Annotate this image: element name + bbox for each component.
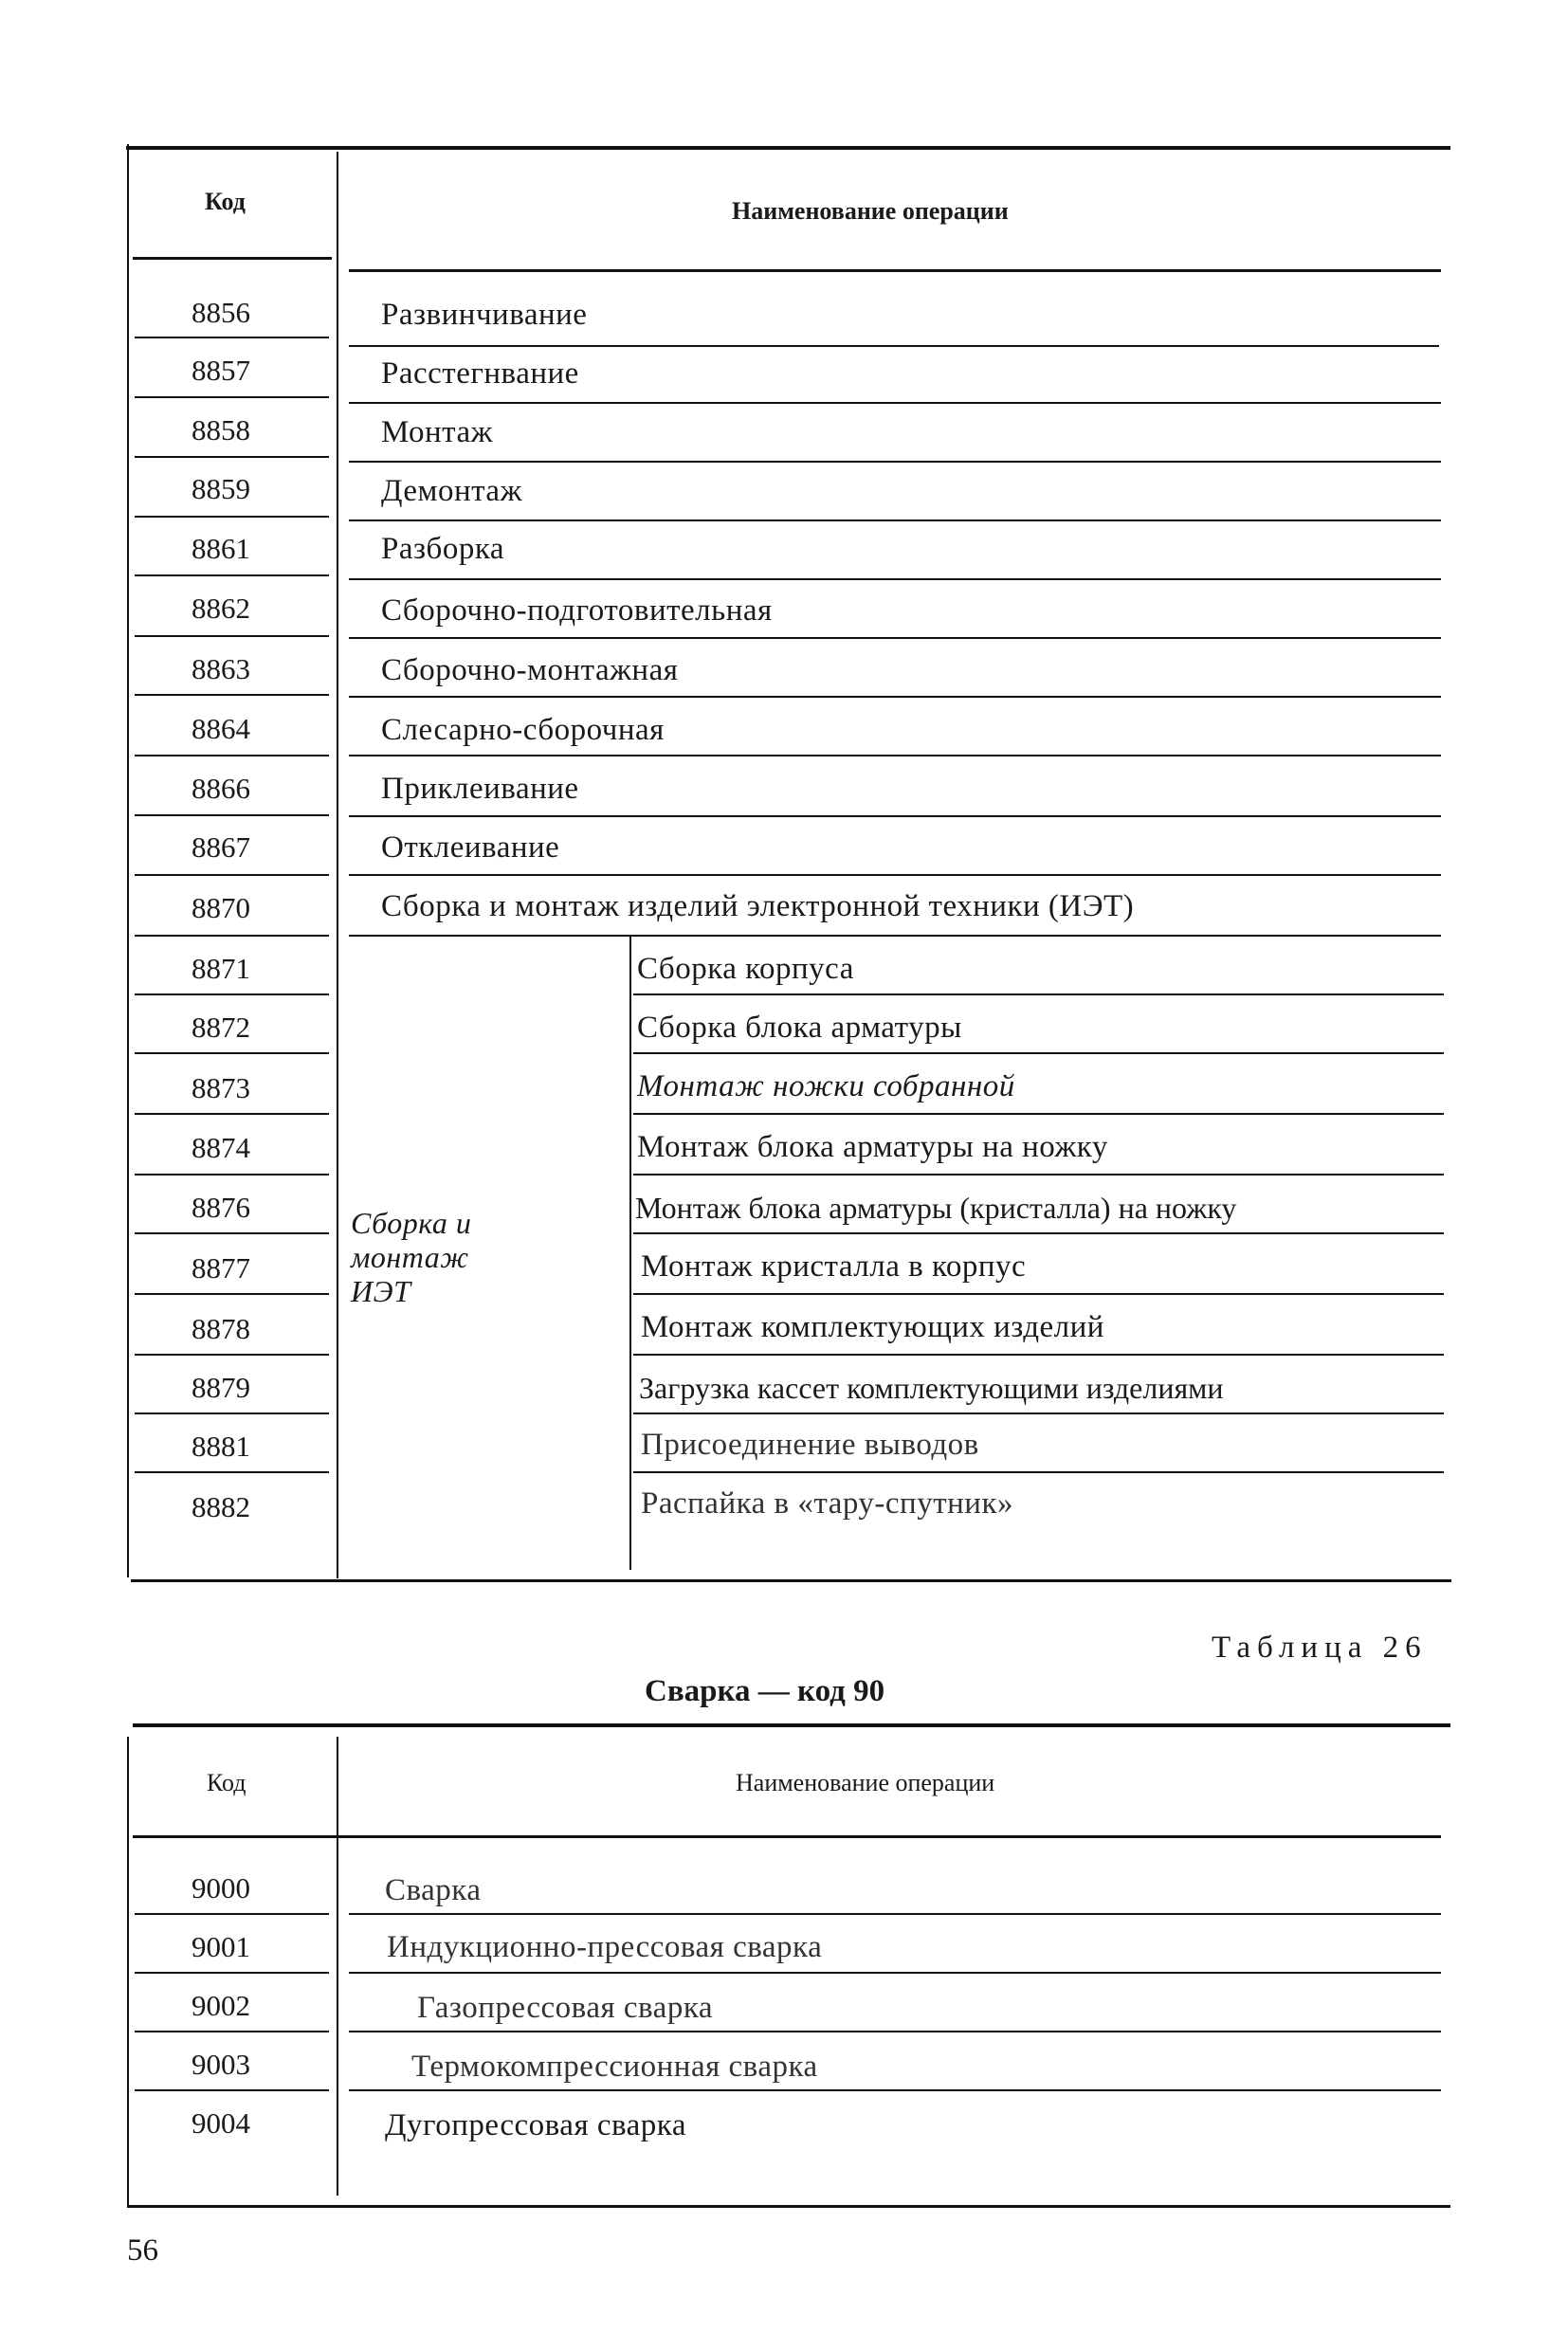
- operation-name: Распайка в «тару-спутник»: [641, 1486, 1013, 1521]
- row-divider: [135, 635, 329, 637]
- operation-name: Демонтаж: [381, 474, 522, 508]
- row-divider: [135, 574, 329, 576]
- code-cell: 9000: [191, 1871, 250, 1904]
- code-cell: 8882: [191, 1490, 250, 1523]
- code-cell: 8873: [191, 1071, 250, 1104]
- row-divider: [349, 637, 1441, 639]
- top-table-header-bottom-code: [133, 257, 332, 260]
- top-table-group-divider: [629, 937, 631, 1570]
- table-label: Таблица 26: [1212, 1631, 1428, 1665]
- operation-name: Слесарно-сборочная: [381, 713, 665, 747]
- row-divider: [349, 578, 1441, 580]
- row-divider: [135, 1972, 329, 1974]
- operation-name: Монтаж блока арматуры на ножку: [637, 1130, 1108, 1164]
- operation-name: Сборочно-подготовительная: [381, 593, 773, 628]
- table-title: Сварка — код 90: [645, 1674, 885, 1708]
- row-divider: [349, 1972, 1441, 1974]
- row-divider: [633, 1174, 1444, 1176]
- row-divider: [349, 402, 1441, 404]
- row-divider: [135, 694, 329, 696]
- code-cell: 8881: [191, 1430, 250, 1463]
- row-divider: [633, 1113, 1444, 1115]
- operation-name: Дугопрессовая сварка: [385, 2108, 686, 2142]
- row-divider: [633, 993, 1444, 995]
- row-divider: [349, 2089, 1441, 2091]
- group-label-line1: Сборка и: [351, 1206, 472, 1240]
- code-cell: 8856: [191, 296, 250, 329]
- operation-name: Отклеивание: [381, 830, 560, 865]
- code-cell: 8862: [191, 592, 250, 625]
- row-divider: [135, 993, 329, 995]
- row-divider: [135, 1913, 329, 1915]
- row-divider: [633, 1293, 1444, 1295]
- row-divider: [135, 1412, 329, 1414]
- operation-name: Монтаж блока арматуры (кристалла) на ножку: [635, 1191, 1237, 1225]
- bottom-table-header-name: Наименование операции: [736, 1769, 995, 1796]
- code-cell: 8877: [191, 1251, 250, 1285]
- code-cell: 9003: [191, 2048, 250, 2081]
- operation-name: Сборка корпуса: [637, 952, 854, 986]
- row-divider: [135, 1113, 329, 1115]
- operation-name: Монтаж: [381, 415, 493, 449]
- code-cell: 8863: [191, 652, 250, 685]
- row-divider: [349, 696, 1441, 698]
- row-divider: [349, 345, 1439, 347]
- row-divider: [135, 1471, 329, 1473]
- code-cell: 8871: [191, 952, 250, 985]
- row-divider: [633, 1471, 1444, 1473]
- code-cell: 8870: [191, 891, 250, 924]
- row-divider: [135, 2031, 329, 2032]
- bottom-table-col-divider: [337, 1737, 338, 2196]
- row-divider: [349, 874, 1441, 876]
- operation-name: Развинчивание: [381, 298, 588, 332]
- bottom-table-left-border: [127, 1737, 129, 2205]
- operation-name: Индукционно-прессовая сварка: [387, 1930, 823, 1964]
- top-table-bottom-border: [131, 1579, 1451, 1582]
- operation-name: Газопрессовая сварка: [417, 1991, 714, 2025]
- page-number: 56: [127, 2233, 158, 2268]
- operation-name: Приклеивание: [381, 772, 579, 806]
- top-table-header-bottom-name: [349, 269, 1441, 272]
- row-divider: [135, 1052, 329, 1054]
- row-divider: [349, 755, 1441, 756]
- row-divider: [633, 1232, 1444, 1234]
- code-cell: 8878: [191, 1312, 250, 1345]
- code-cell: 8866: [191, 772, 250, 805]
- operation-name: Монтаж комплектующих изделий: [641, 1310, 1104, 1344]
- code-cell: 8857: [191, 354, 250, 387]
- top-table-left-border: [127, 144, 129, 1577]
- row-divider: [135, 337, 329, 338]
- row-divider: [135, 814, 329, 816]
- group-label-line3: ИЭТ: [351, 1274, 411, 1308]
- code-cell: 9004: [191, 2106, 250, 2140]
- operation-name: Загрузка кассет комплектующими изделиями: [639, 1371, 1224, 1405]
- row-divider: [135, 755, 329, 756]
- bottom-table-header-code: Код: [207, 1769, 246, 1796]
- bottom-table-bottom-border: [127, 2205, 1450, 2208]
- row-divider: [135, 516, 329, 518]
- row-divider: [349, 519, 1441, 521]
- code-cell: 8858: [191, 413, 250, 447]
- row-divider: [135, 1293, 329, 1295]
- row-divider: [135, 874, 329, 876]
- code-cell: 8874: [191, 1131, 250, 1164]
- code-cell: 8859: [191, 472, 250, 505]
- code-cell: 9001: [191, 1930, 250, 1963]
- row-divider: [349, 815, 1441, 817]
- row-divider: [349, 1913, 1441, 1915]
- code-cell: 8861: [191, 532, 250, 565]
- operation-name: Монтаж ножки собранной: [637, 1069, 1015, 1103]
- code-cell: 8879: [191, 1371, 250, 1404]
- operation-name: Присоединение выводов: [641, 1428, 979, 1462]
- row-divider: [135, 1174, 329, 1176]
- code-cell: 8872: [191, 1011, 250, 1044]
- operation-name: Сборочно-монтажная: [381, 653, 679, 687]
- operation-name: Разборка: [381, 532, 505, 566]
- top-table-header-name: Наименование операции: [732, 197, 1009, 225]
- row-divider: [633, 1052, 1444, 1054]
- top-table-col-divider: [337, 152, 338, 1578]
- bottom-table-header-bottom: [133, 1835, 1441, 1838]
- row-divider: [633, 1412, 1444, 1414]
- operation-name: Термокомпрессионная сварка: [411, 2050, 818, 2084]
- row-divider: [135, 1232, 329, 1234]
- bottom-table-top-border: [133, 1723, 1450, 1727]
- row-divider: [349, 461, 1441, 463]
- code-cell: 8867: [191, 830, 250, 864]
- row-divider: [135, 2089, 329, 2091]
- operation-name: Расстегнвание: [381, 356, 579, 391]
- top-table-header-code: Код: [205, 188, 246, 215]
- row-divider: [349, 2031, 1441, 2032]
- code-cell: 8876: [191, 1191, 250, 1224]
- row-divider: [349, 935, 1441, 937]
- group-label-line2: монтаж: [351, 1240, 469, 1274]
- operation-name: Сборка блока арматуры: [637, 1011, 962, 1045]
- row-divider: [135, 1354, 329, 1356]
- operation-name: Сборка и монтаж изделий электронной техники (ИЭТ): [381, 889, 1135, 923]
- operation-name: Монтаж кристалла в корпус: [641, 1249, 1027, 1284]
- group-label: [351, 1206, 471, 1308]
- code-cell: 8864: [191, 712, 250, 745]
- row-divider: [135, 935, 329, 937]
- row-divider: [633, 1354, 1444, 1356]
- row-divider: [135, 396, 329, 398]
- top-table-top-border: [126, 146, 1450, 150]
- row-divider: [135, 456, 329, 458]
- operation-name: Сварка: [385, 1873, 482, 1907]
- code-cell: 9002: [191, 1989, 250, 2022]
